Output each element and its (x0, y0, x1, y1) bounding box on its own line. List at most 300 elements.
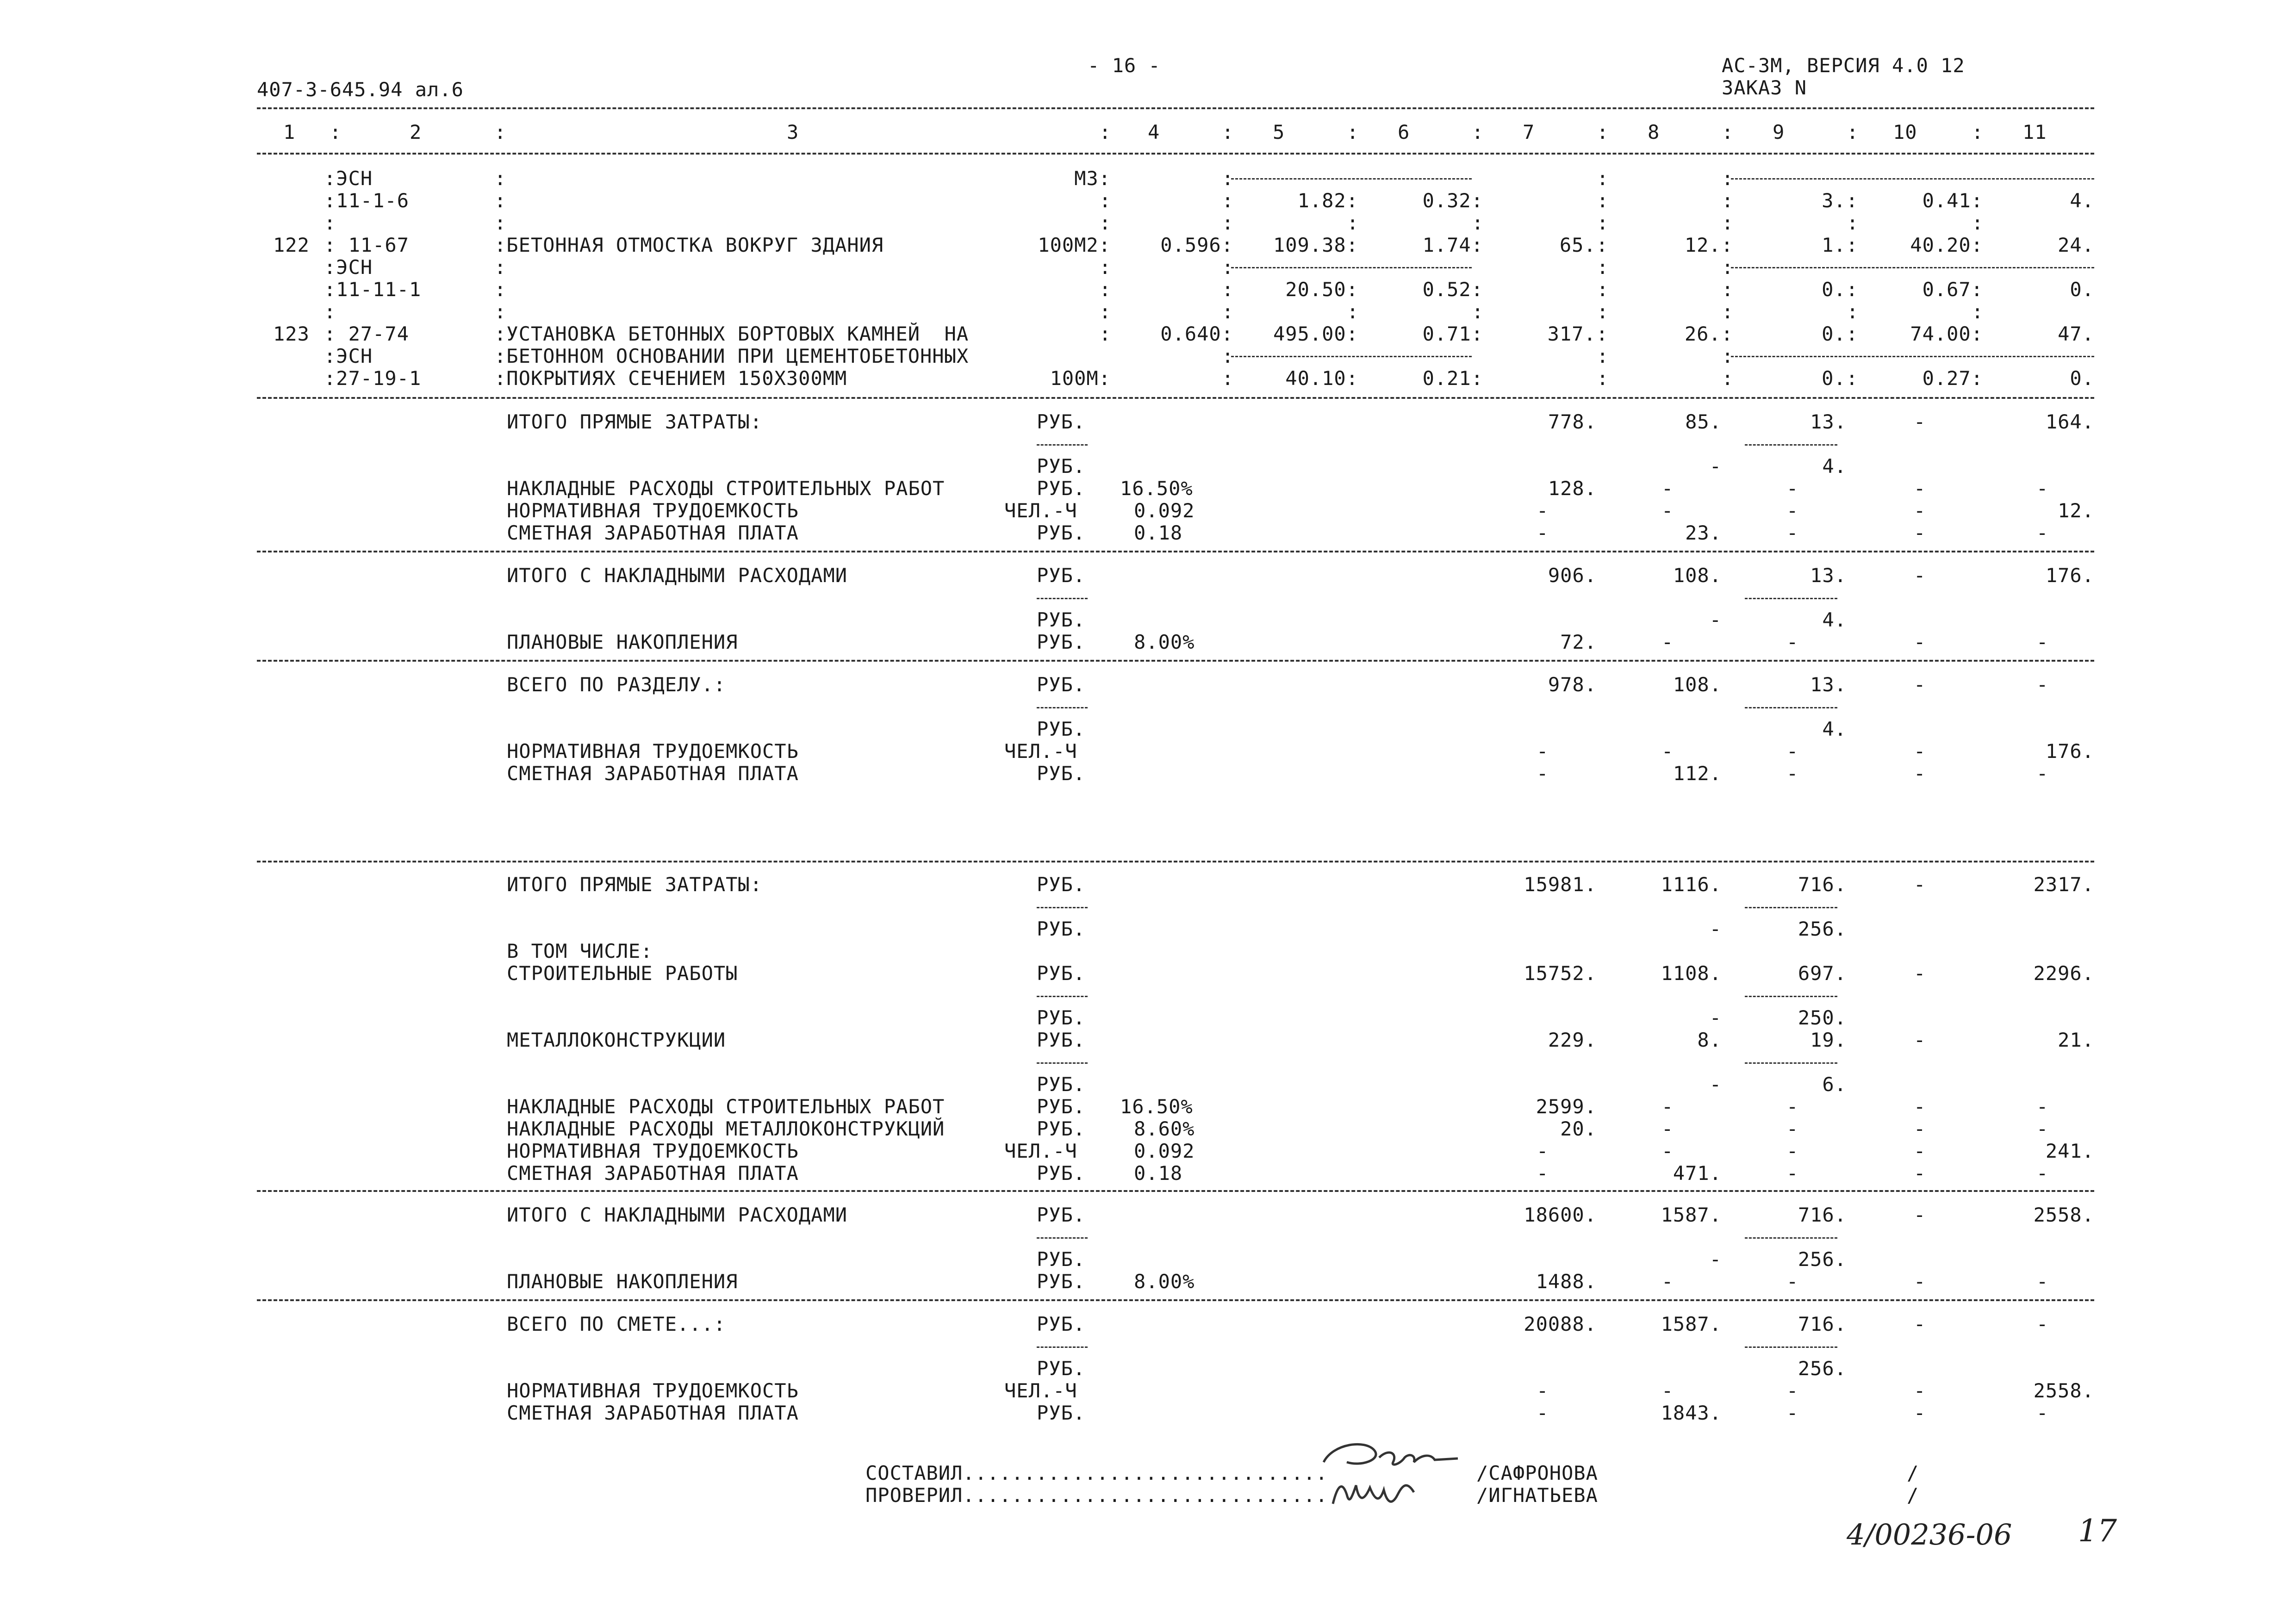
col-9: 9 (1773, 121, 1785, 143)
cell-c11: 4. (2070, 189, 2094, 212)
cell-c8: 23. (1685, 521, 1722, 544)
cell-c5: 40.10: (1285, 367, 1358, 390)
cell-rule (1037, 996, 1088, 997)
cell-c10: 74.00: (1910, 323, 1983, 345)
cell-c8: - (1709, 608, 1722, 631)
cell-rule (1745, 1237, 1837, 1239)
cell-rule (1037, 444, 1088, 446)
cell-c8: 1587. (1661, 1204, 1722, 1226)
cell-c7: 65.: (1559, 234, 1608, 256)
total-rate: 16.50% (1120, 1095, 1193, 1118)
cell-c10: - (1914, 962, 1926, 985)
cell-c9: - (1786, 1117, 1799, 1140)
cell-c9: 697. (1798, 962, 1847, 985)
total-label: НАКЛАДНЫЕ РАСХОДЫ СТРОИТЕЛЬНЫХ РАБОТ (507, 477, 945, 500)
cell-c10: - (1914, 673, 1926, 696)
item-code: : 27-74 (324, 323, 410, 345)
col-sep: : (494, 211, 507, 234)
col-sep: : (1722, 367, 1734, 390)
cell-c8: - (1661, 1270, 1674, 1293)
col-7: 7 (1523, 121, 1535, 143)
cell-c11: 21. (2058, 1029, 2094, 1051)
cell-c11: - (2036, 1095, 2049, 1118)
cell-rule (1231, 267, 1472, 268)
including-label: В ТОМ ЧИСЛЕ: (507, 940, 653, 962)
col-sep: : (1222, 367, 1234, 390)
cell-c11: 176. (2045, 740, 2094, 763)
col-sep: : (1222, 278, 1234, 301)
col-sep: : (1722, 189, 1734, 212)
col-sep: : (494, 167, 507, 190)
cell-c9: 0.: (1822, 323, 1858, 345)
total-label: ВСЕГО ПО СМЕТЕ...: (507, 1313, 726, 1335)
cell-c7: 2599. (1536, 1095, 1597, 1118)
cell-c9: 256. (1798, 1248, 1847, 1271)
checked-slash: / (1907, 1484, 1919, 1507)
cell-c9: 4. (1822, 718, 1847, 740)
cell-rule (1731, 267, 2094, 268)
item-code: : 11-67 (324, 234, 410, 256)
cell-c11: 2558. (2033, 1379, 2094, 1402)
cell-c8: 85. (1685, 410, 1722, 433)
total-unit: РУБ. (1037, 1313, 1086, 1335)
composed-by-label: СОСТАВИЛ.............................. (865, 1462, 1328, 1484)
cell-c10: - (1914, 1402, 1926, 1424)
cell-c11: - (2036, 1313, 2049, 1335)
order-number: ЗАКАЗ N (1722, 76, 1807, 99)
total-rate: 0.18 (1134, 521, 1183, 544)
total-unit: РУБ. (1037, 1270, 1086, 1293)
checked-by-label: ПРОВЕРИЛ.............................. (865, 1484, 1328, 1507)
cell-c10: - (1914, 1029, 1926, 1051)
total-unit: РУБ. (1037, 1162, 1086, 1185)
col-sep: : (494, 121, 507, 143)
total-unit: РУБ. (1037, 918, 1086, 940)
cell-c11: - (2036, 1270, 2049, 1293)
col-sep: : (330, 121, 342, 143)
cell-c11: - (2036, 1402, 2049, 1424)
cell-c10: - (1914, 873, 1926, 896)
cell-c8: 1587. (1661, 1313, 1722, 1335)
cell-rule (1231, 356, 1472, 357)
total-label: НОРМАТИВНАЯ ТРУДОЕМКОСТЬ (507, 1379, 799, 1402)
cell-c10: - (1914, 521, 1926, 544)
cell-c4: 0.596: (1160, 234, 1233, 256)
cell-rule (1037, 907, 1088, 908)
total-label: НОРМАТИВНАЯ ТРУДОЕМКОСТЬ (507, 499, 799, 522)
total-unit: РУБ. (1037, 1402, 1086, 1424)
total-label: НОРМАТИВНАЯ ТРУДОЕМКОСТЬ (507, 1140, 799, 1162)
cell-c11: 241. (2045, 1140, 2094, 1162)
cell-c8: - (1661, 1140, 1674, 1162)
cell-c10: - (1914, 1270, 1926, 1293)
total-unit: ЧЕЛ.-Ч (1004, 1140, 1077, 1162)
cell-c8: - (1661, 477, 1674, 500)
cell-rule (1037, 707, 1088, 708)
cell-c8: - (1709, 1006, 1722, 1029)
col-4: 4 (1148, 121, 1160, 143)
total-unit: РУБ. (1037, 564, 1086, 587)
cell-c9: - (1786, 1095, 1799, 1118)
composed-slash: / (1907, 1462, 1919, 1484)
total-label: НОРМАТИВНАЯ ТРУДОЕМКОСТЬ (507, 740, 799, 763)
checked-by-name: /ИГНАТЬЕВА (1476, 1484, 1598, 1507)
program-version: АС-3М, ВЕРСИЯ 4.0 12 (1722, 54, 1965, 77)
cell-c10: - (1914, 1379, 1926, 1402)
composed-by-name: /САФРОНОВА (1476, 1462, 1598, 1484)
col-sep: : (1099, 256, 1112, 279)
col-sep: : (1722, 278, 1734, 301)
total-unit: РУБ. (1037, 1117, 1086, 1140)
cell-c11: - (2036, 762, 2049, 785)
total-label: МЕТАЛЛОКОНСТРУКЦИИ (507, 1029, 726, 1051)
cell-rule (1745, 907, 1837, 908)
total-unit: РУБ. (1037, 631, 1086, 653)
total-rate: 8.00% (1134, 1270, 1195, 1293)
cell-c8: 1116. (1661, 873, 1722, 896)
col-sep: : (1472, 300, 1484, 323)
col-sep: : (1222, 189, 1234, 212)
item-code: :27-19-1 (324, 367, 422, 390)
cell-c9: 256. (1798, 1357, 1847, 1380)
cell-c5: 495.00: (1273, 323, 1358, 345)
cell-c8: 26.: (1684, 323, 1733, 345)
col-11: 11 (2022, 121, 2047, 143)
cell-c11: - (2036, 631, 2049, 653)
cell-c8: - (1661, 1117, 1674, 1140)
cell-c7: - (1537, 740, 1549, 763)
cell-c11: - (2036, 477, 2049, 500)
col-8: 8 (1648, 121, 1660, 143)
col-sep: : (494, 256, 507, 279)
total-unit: РУБ. (1037, 1248, 1086, 1271)
total-unit: ЧЕЛ.-Ч (1004, 1379, 1077, 1402)
col-sep: : (1722, 300, 1734, 323)
cell-c10: - (1914, 1140, 1926, 1162)
col-sep: : (1597, 167, 1609, 190)
col-sep: : (1347, 121, 1359, 143)
cell-rule (1745, 996, 1837, 997)
cell-c6: 0.21: (1422, 367, 1483, 390)
total-label: ВСЕГО ПО РАЗДЕЛУ.: (507, 673, 726, 696)
cell-c9: - (1786, 477, 1799, 500)
col-sep: : (1099, 323, 1112, 345)
cell-rule (1231, 178, 1472, 180)
cell-c11: - (2036, 521, 2049, 544)
total-unit: РУБ. (1037, 455, 1086, 478)
total-label: ИТОГО ПРЯМЫЕ ЗАТРАТЫ: (507, 873, 763, 896)
col-sep: : (1972, 211, 1984, 234)
cell-c9: - (1786, 1379, 1799, 1402)
cell-c7: - (1537, 499, 1549, 522)
col-sep: : (1722, 211, 1734, 234)
cell-rule (1731, 178, 2094, 180)
cell-c11: 2558. (2033, 1204, 2094, 1226)
cell-c7: 20. (1560, 1117, 1597, 1140)
cell-c8: - (1661, 1095, 1674, 1118)
col-sep: : (1099, 211, 1112, 234)
total-unit: РУБ. (1037, 608, 1086, 631)
item-unit: 100М: (1050, 367, 1111, 390)
col-sep: : (1972, 300, 1984, 323)
col-sep: : (1722, 345, 1734, 367)
rule (257, 551, 2094, 552)
col-sep: : (1347, 300, 1359, 323)
total-label: НАКЛАДНЫЕ РАСХОДЫ МЕТАЛЛОКОНСТРУКЦИЙ (507, 1117, 945, 1140)
total-label: СМЕТНАЯ ЗАРАБОТНАЯ ПЛАТА (507, 1162, 799, 1185)
cell-c9: 716. (1798, 873, 1847, 896)
cell-c9: 1.: (1822, 234, 1858, 256)
cell-c7: 778. (1548, 410, 1597, 433)
total-label: ИТОГО ПРЯМЫЕ ЗАТРАТЫ: (507, 410, 763, 433)
cell-c7: - (1537, 521, 1549, 544)
col-sep: : (1597, 278, 1609, 301)
item-code: :ЭСН (324, 256, 373, 279)
col-sep: : (1472, 211, 1484, 234)
col-sep: : (1597, 211, 1609, 234)
item-description: :ПОКРЫТИЯХ СЕЧЕНИЕМ 150Х300ММ (494, 367, 847, 390)
col-sep: : (1222, 121, 1234, 143)
col-sep: : (1222, 167, 1234, 190)
total-label: НАКЛАДНЫЕ РАСХОДЫ СТРОИТЕЛЬНЫХ РАБОТ (507, 1095, 945, 1118)
cell-c9: - (1786, 631, 1799, 653)
col-sep: : (1847, 121, 1859, 143)
cell-c4: 0.640: (1160, 323, 1233, 345)
rule (257, 397, 2094, 399)
cell-c8: 8. (1697, 1029, 1722, 1051)
cell-c10: - (1914, 1095, 1926, 1118)
total-unit: РУБ. (1037, 673, 1086, 696)
total-unit: РУБ. (1037, 873, 1086, 896)
col-sep: : (1597, 121, 1609, 143)
cell-rule (1037, 1237, 1088, 1239)
col-sep: : (1222, 256, 1234, 279)
rule (257, 861, 2094, 862)
cell-c8: - (1661, 740, 1674, 763)
col-3: 3 (787, 121, 799, 143)
item-unit: 100М2: (1038, 234, 1111, 256)
page-number: - 16 - (1088, 54, 1161, 77)
cell-c7: 20088. (1524, 1313, 1597, 1335)
cell-c11: 0. (2070, 367, 2094, 390)
total-label: СМЕТНАЯ ЗАРАБОТНАЯ ПЛАТА (507, 521, 799, 544)
cell-c9: 13. (1810, 564, 1847, 587)
cell-c9: 716. (1798, 1313, 1847, 1335)
col-sep: : (1722, 167, 1734, 190)
cell-c8: - (1709, 1248, 1722, 1271)
cell-c10: 0.41: (1922, 189, 1983, 212)
cell-c9: 256. (1798, 918, 1847, 940)
item-number: 122 (273, 234, 310, 256)
rule (257, 153, 2094, 155)
cell-c11: - (2036, 1162, 2049, 1185)
cell-c9: - (1786, 1270, 1799, 1293)
col-2: 2 (410, 121, 422, 143)
cell-c5: 20.50: (1285, 278, 1358, 301)
item-description: :УСТАНОВКА БЕТОННЫХ БОРТОВЫХ КАМНЕЙ НА (494, 323, 969, 345)
cell-c9: - (1786, 740, 1799, 763)
total-label: ПЛАНОВЫЕ НАКОПЛЕНИЯ (507, 1270, 738, 1293)
cell-c9: 0.: (1822, 367, 1858, 390)
stamp-page: 17 (2078, 1513, 2117, 1549)
cell-c10: - (1914, 1313, 1926, 1335)
cell-rule (1037, 1062, 1088, 1064)
cell-c10: - (1914, 762, 1926, 785)
item-unit: М3: (1074, 167, 1111, 190)
item-code: :11-11-1 (324, 278, 422, 301)
cell-c9: 4. (1822, 608, 1847, 631)
col-sep: : (324, 300, 336, 323)
cell-c7: 1488. (1536, 1270, 1597, 1293)
cell-c7: - (1537, 1379, 1549, 1402)
col-sep: : (1972, 121, 1984, 143)
col-sep: : (1099, 121, 1112, 143)
cell-c7: 906. (1548, 564, 1597, 587)
col-sep: : (1722, 121, 1734, 143)
cell-c6: 0.71: (1422, 323, 1483, 345)
total-unit: РУБ. (1037, 962, 1086, 985)
cell-c10: - (1914, 1204, 1926, 1226)
rule (257, 1299, 2094, 1301)
total-rate: 16.50% (1120, 477, 1193, 500)
cell-c8: 471. (1673, 1162, 1722, 1185)
cell-c9: 13. (1810, 673, 1847, 696)
cell-c8: - (1661, 1379, 1674, 1402)
rule (257, 107, 2094, 109)
total-rate: 0.18 (1134, 1162, 1183, 1185)
cell-c11: 176. (2045, 564, 2094, 587)
total-unit: РУБ. (1037, 1204, 1086, 1226)
cell-c9: - (1786, 499, 1799, 522)
total-rate: 8.60% (1134, 1117, 1195, 1140)
cell-c9: 716. (1798, 1204, 1847, 1226)
item-description: :БЕТОННАЯ ОТМОСТКА ВОКРУГ ЗДАНИЯ (494, 234, 884, 256)
cell-c9: - (1786, 1402, 1799, 1424)
item-number: 123 (273, 323, 310, 345)
col-sep: : (1597, 367, 1609, 390)
cell-c10: - (1914, 631, 1926, 653)
cell-c9: 250. (1798, 1006, 1847, 1029)
cell-c10: - (1914, 1162, 1926, 1185)
cell-rule (1037, 598, 1088, 599)
cell-rule (1745, 707, 1837, 708)
cell-c10: - (1914, 1117, 1926, 1140)
cell-rule (1745, 1062, 1837, 1064)
cell-c10: - (1914, 499, 1926, 522)
total-unit: РУБ. (1037, 762, 1086, 785)
cell-c7: 978. (1548, 673, 1597, 696)
cell-c6: 0.32: (1422, 189, 1483, 212)
cell-c7: 128. (1548, 477, 1597, 500)
cell-c9: 3.: (1822, 189, 1858, 212)
item-code: :11-1-6 (324, 189, 410, 212)
cell-c10: 40.20: (1910, 234, 1983, 256)
cell-c8: - (1661, 499, 1674, 522)
total-unit: РУБ. (1037, 718, 1086, 740)
cell-rule (1745, 598, 1837, 599)
col-sep: : (1222, 300, 1234, 323)
cell-c8: 12.: (1684, 234, 1733, 256)
col-sep: : (1347, 211, 1359, 234)
cell-c9: - (1786, 521, 1799, 544)
doc-code: 407-3-645.94 ал.6 (257, 78, 464, 101)
item-code: :ЭСН (324, 167, 373, 190)
rule (257, 660, 2094, 662)
stamp-number: 4/00236-06 (1847, 1518, 2012, 1551)
cell-c7: 15981. (1524, 873, 1597, 896)
col-6: 6 (1398, 121, 1410, 143)
cell-c11: - (2036, 673, 2049, 696)
cell-c10: 0.67: (1922, 278, 1983, 301)
cell-c8: 108. (1673, 564, 1722, 587)
rule (257, 1190, 2094, 1192)
col-sep: : (1099, 278, 1112, 301)
total-label: ПЛАНОВЫЕ НАКОПЛЕНИЯ (507, 631, 738, 653)
col-sep: : (1847, 211, 1859, 234)
item-description: :БЕТОННОМ ОСНОВАНИИ ПРИ ЦЕМЕНТОБЕТОННЫХ (494, 345, 969, 367)
cell-c8: 1843. (1661, 1402, 1722, 1424)
cell-c8: - (1709, 918, 1722, 940)
total-label: СМЕТНАЯ ЗАРАБОТНАЯ ПЛАТА (507, 1402, 799, 1424)
cell-c9: - (1786, 1162, 1799, 1185)
col-5: 5 (1273, 121, 1285, 143)
cell-c9: 19. (1810, 1029, 1847, 1051)
cell-c10: - (1914, 477, 1926, 500)
total-unit: РУБ. (1037, 521, 1086, 544)
cell-c8: - (1709, 455, 1722, 478)
total-rate: 0.092 (1134, 499, 1195, 522)
cell-c7: - (1537, 1402, 1549, 1424)
total-unit: РУБ. (1037, 410, 1086, 433)
total-unit: РУБ. (1037, 1095, 1086, 1118)
col-sep: : (1722, 256, 1734, 279)
cell-c11: 47. (2058, 323, 2094, 345)
cell-c9: 0.: (1822, 278, 1858, 301)
col-sep: : (1099, 300, 1112, 323)
cell-c7: 15752. (1524, 962, 1597, 985)
cell-rule (1745, 1346, 1837, 1348)
cell-rule (1037, 1346, 1088, 1348)
cell-c10: - (1914, 740, 1926, 763)
cell-c9: - (1786, 1140, 1799, 1162)
col-sep: : (1597, 300, 1609, 323)
col-sep: : (1847, 300, 1859, 323)
cell-c7: 229. (1548, 1029, 1597, 1051)
col-sep: : (324, 211, 336, 234)
col-sep: : (1472, 121, 1484, 143)
cell-c9: 13. (1810, 410, 1847, 433)
total-label: СТРОИТЕЛЬНЫЕ РАБОТЫ (507, 962, 738, 985)
cell-c5: 109.38: (1273, 234, 1358, 256)
cell-c11: 12. (2058, 499, 2094, 522)
cell-c9: 4. (1822, 455, 1847, 478)
cell-c7: - (1537, 1162, 1549, 1185)
total-unit: ЧЕЛ.-Ч (1004, 499, 1077, 522)
col-sep: : (1222, 211, 1234, 234)
cell-c9: - (1786, 762, 1799, 785)
col-1: 1 (283, 121, 296, 143)
cell-c10: - (1914, 410, 1926, 433)
cell-c8: - (1661, 631, 1674, 653)
col-sep: : (494, 189, 507, 212)
cell-c7: 72. (1560, 631, 1597, 653)
cell-c8: - (1709, 1073, 1722, 1096)
col-sep: : (494, 278, 507, 301)
total-unit: РУБ. (1037, 1073, 1086, 1096)
cell-c8: 108. (1673, 673, 1722, 696)
cell-c11: 164. (2045, 410, 2094, 433)
cell-c11: 0. (2070, 278, 2094, 301)
